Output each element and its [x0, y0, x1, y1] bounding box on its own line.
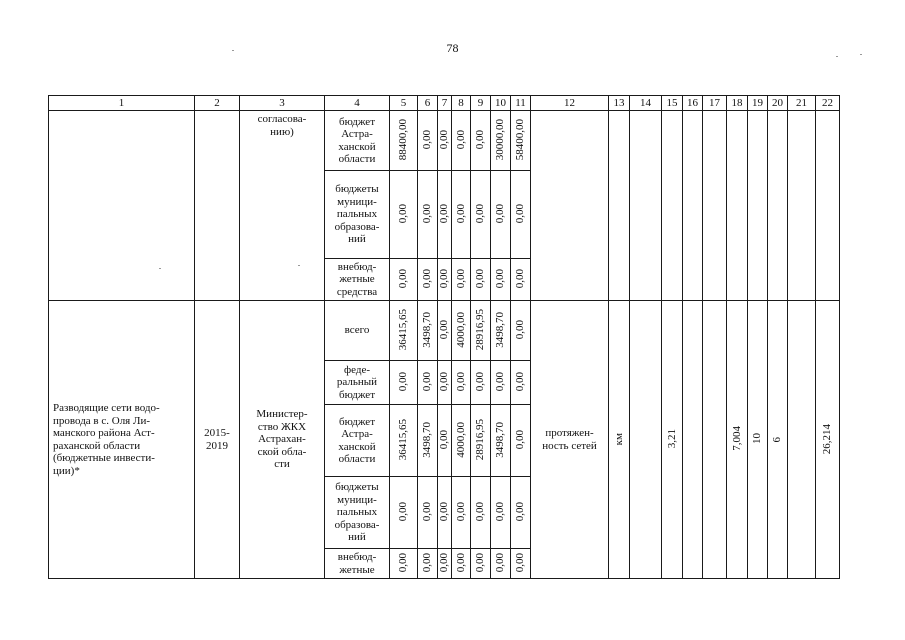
amount-cell [438, 405, 452, 477]
rotated-value: 28916,95 [474, 309, 487, 351]
rotated-value: 3498,70 [421, 311, 434, 348]
indicator-value-cell [816, 301, 840, 579]
indicator-value-cell [662, 301, 683, 579]
rotated-value: 0,00 [421, 372, 434, 392]
header-cell: 14 [630, 96, 662, 111]
amount-cell [491, 259, 511, 301]
header-cell: 9 [471, 96, 491, 111]
header-cell: 21 [788, 96, 816, 111]
header-cell: 17 [703, 96, 727, 111]
amount-cell [491, 111, 511, 171]
rotated-value: 4000,00 [454, 311, 467, 348]
rotated-value: 26,214 [821, 423, 834, 454]
rotated-value: 0,00 [474, 269, 487, 289]
amount-cell [452, 301, 471, 361]
rotated-value: 4000,00 [454, 421, 467, 458]
scan-speck [232, 50, 234, 51]
amount-cell [390, 171, 418, 259]
rotated-value: 30000,00 [494, 119, 507, 161]
rotated-value: 0,00 [454, 372, 467, 392]
amount-cell [452, 405, 471, 477]
amount-cell [390, 477, 418, 549]
table-row [49, 111, 840, 171]
period-cell [195, 111, 240, 301]
rotated-value: 0,00 [397, 269, 410, 289]
indicator-cell [703, 111, 727, 301]
header-row [49, 96, 840, 111]
header-cell: 5 [390, 96, 418, 111]
amount-cell [418, 405, 438, 477]
amount-cell [471, 171, 491, 259]
amount-cell [491, 171, 511, 259]
indicator-cell [788, 301, 816, 579]
amount-cell [438, 477, 452, 549]
amount-cell [511, 549, 531, 579]
rotated-value: 0,00 [421, 502, 434, 522]
rotated-value: 0,00 [474, 553, 487, 573]
amount-cell [438, 259, 452, 301]
unit-cell [609, 301, 630, 579]
amount-cell [418, 301, 438, 361]
amount-cell [438, 301, 452, 361]
funding-source-cell: бюджет Астра- ханской области [325, 405, 390, 477]
amount-cell [390, 301, 418, 361]
rotated-value: 0,00 [494, 204, 507, 224]
amount-cell [438, 549, 452, 579]
indicator-cell [662, 111, 683, 301]
amount-cell [491, 301, 511, 361]
rotated-value: 3498,70 [494, 421, 507, 458]
rotated-value: 0,00 [514, 320, 527, 340]
rotated-value: 0,00 [421, 204, 434, 224]
header-cell: 11 [511, 96, 531, 111]
amount-cell [418, 549, 438, 579]
header-cell: 2 [195, 96, 240, 111]
indicator-cell [683, 301, 703, 579]
rotated-value: 0,00 [514, 553, 527, 573]
header-cell: 3 [240, 96, 325, 111]
rotated-value: 0,00 [474, 204, 487, 224]
amount-cell [452, 171, 471, 259]
indicator-value-cell [727, 301, 748, 579]
indicator-cell [630, 301, 662, 579]
amount-cell [491, 405, 511, 477]
funding-source-cell: феде- ральный бюджет [325, 361, 390, 405]
amount-cell [452, 111, 471, 171]
amount-cell [452, 259, 471, 301]
header-cell: 7 [438, 96, 452, 111]
amount-cell [390, 361, 418, 405]
rotated-value: 3498,70 [494, 311, 507, 348]
header-cell: 10 [491, 96, 511, 111]
period-cell: 2015- 2019 [195, 301, 240, 579]
amount-cell [471, 405, 491, 477]
rotated-value: км [612, 432, 625, 445]
rotated-value: 0,00 [438, 553, 451, 573]
rotated-value: 36415,65 [397, 309, 410, 351]
indicator-name-cell: протяжен- ность сетей [531, 301, 609, 579]
rotated-value: 0,00 [494, 372, 507, 392]
header-cell: 13 [609, 96, 630, 111]
rotated-value: 3,21 [665, 429, 678, 449]
amount-cell [452, 549, 471, 579]
rotated-value: 0,00 [397, 553, 410, 573]
amount-cell [438, 361, 452, 405]
rotated-value: 0,00 [454, 502, 467, 522]
amount-cell [390, 259, 418, 301]
rotated-value: 58400,00 [514, 119, 527, 161]
page-number: 78 [446, 41, 459, 55]
table-row [49, 301, 840, 361]
rotated-value: 36415,65 [397, 419, 410, 461]
header-cell: 18 [727, 96, 748, 111]
rotated-value: 0,00 [438, 269, 451, 289]
amount-cell [438, 171, 452, 259]
header-cell: 1 [49, 96, 195, 111]
rotated-value: 88400,00 [397, 119, 410, 161]
rotated-value: 10 [751, 433, 764, 445]
amount-cell [471, 549, 491, 579]
rotated-value: 0,00 [397, 372, 410, 392]
amount-cell [511, 111, 531, 171]
rotated-value: 0,00 [454, 553, 467, 573]
amount-cell [418, 171, 438, 259]
rotated-value: 0,00 [494, 269, 507, 289]
indicator-cell [683, 111, 703, 301]
rotated-value: 0,00 [514, 430, 527, 450]
funding-source-cell: всего [325, 301, 390, 361]
indicator-value-cell [748, 301, 768, 579]
object-name-cell [49, 111, 195, 301]
executor-cell: Министер- ство ЖКХ Астрахан- ской обла- сти [240, 301, 325, 579]
budget-table [48, 95, 840, 579]
indicator-cell [788, 111, 816, 301]
amount-cell [491, 361, 511, 405]
indicator-cell [727, 111, 748, 301]
amount-cell [418, 111, 438, 171]
rotated-value: 0,00 [514, 204, 527, 224]
indicator-cell [768, 111, 788, 301]
funding-source-cell: внебюд- жетные [325, 549, 390, 579]
rotated-value: 28916,95 [474, 419, 487, 461]
amount-cell [471, 111, 491, 171]
amount-cell [511, 171, 531, 259]
amount-cell [390, 405, 418, 477]
rotated-value: 0,00 [474, 502, 487, 522]
amount-cell [452, 361, 471, 405]
header-cell: 8 [452, 96, 471, 111]
rotated-value: 0,00 [438, 430, 451, 450]
rotated-value: 0,00 [397, 204, 410, 224]
amount-cell [418, 259, 438, 301]
amount-cell [511, 477, 531, 549]
header-cell: 19 [748, 96, 768, 111]
scan-speck [860, 54, 862, 55]
rotated-value: 0,00 [514, 372, 527, 392]
scan-speck [836, 56, 838, 57]
amount-cell [471, 259, 491, 301]
rotated-value: 0,00 [438, 502, 451, 522]
indicator-value-cell [768, 301, 788, 579]
header-cell: 4 [325, 96, 390, 111]
funding-source-cell: бюджеты муници- пальных образова- ний [325, 171, 390, 259]
rotated-value: 0,00 [421, 130, 434, 150]
amount-cell [491, 477, 511, 549]
rotated-value: 7,004 [730, 426, 743, 452]
rotated-value: 6 [771, 436, 784, 443]
executor-cell: согласова- нию) [240, 111, 325, 301]
header-cell: 20 [768, 96, 788, 111]
funding-source-cell: бюджеты муници- пальных образова- ний [325, 477, 390, 549]
rotated-value: 0,00 [454, 204, 467, 224]
amount-cell [491, 549, 511, 579]
rotated-value: 0,00 [438, 130, 451, 150]
rotated-value: 0,00 [421, 269, 434, 289]
indicator-cell [609, 111, 630, 301]
indicator-cell [630, 111, 662, 301]
amount-cell [511, 361, 531, 405]
indicator-cell [816, 111, 840, 301]
funding-source-cell: внебюд- жетные средства [325, 259, 390, 301]
rotated-value: 0,00 [514, 502, 527, 522]
amount-cell [390, 549, 418, 579]
rotated-value: 0,00 [514, 269, 527, 289]
rotated-value: 0,00 [438, 204, 451, 224]
rotated-value: 0,00 [438, 372, 451, 392]
funding-source-cell: бюджет Астра- ханской области [325, 111, 390, 171]
indicator-cell [703, 301, 727, 579]
indicator-cell [531, 111, 609, 301]
rotated-value: 0,00 [494, 502, 507, 522]
amount-cell [418, 361, 438, 405]
header-cell: 22 [816, 96, 840, 111]
rotated-value: 3498,70 [421, 421, 434, 458]
rotated-value: 0,00 [397, 502, 410, 522]
amount-cell [471, 477, 491, 549]
amount-cell [418, 477, 438, 549]
amount-cell [452, 477, 471, 549]
amount-cell [471, 301, 491, 361]
header-cell: 12 [531, 96, 609, 111]
header-cell: 15 [662, 96, 683, 111]
object-name-cell: Разводящие сети водо- провода в с. Оля Ли- манского района Аст- раханской области (бюджетные инвести- ции)* [49, 301, 195, 579]
rotated-value: 0,00 [438, 320, 451, 340]
amount-cell [471, 361, 491, 405]
rotated-value: 0,00 [494, 553, 507, 573]
rotated-value: 0,00 [474, 130, 487, 150]
amount-cell [511, 405, 531, 477]
header-cell: 16 [683, 96, 703, 111]
amount-cell [390, 111, 418, 171]
amount-cell [511, 301, 531, 361]
amount-cell [511, 259, 531, 301]
rotated-value: 0,00 [474, 372, 487, 392]
rotated-value: 0,00 [454, 269, 467, 289]
rotated-value: 0,00 [421, 553, 434, 573]
rotated-value: 0,00 [454, 130, 467, 150]
indicator-cell [748, 111, 768, 301]
amount-cell [438, 111, 452, 171]
header-cell: 6 [418, 96, 438, 111]
